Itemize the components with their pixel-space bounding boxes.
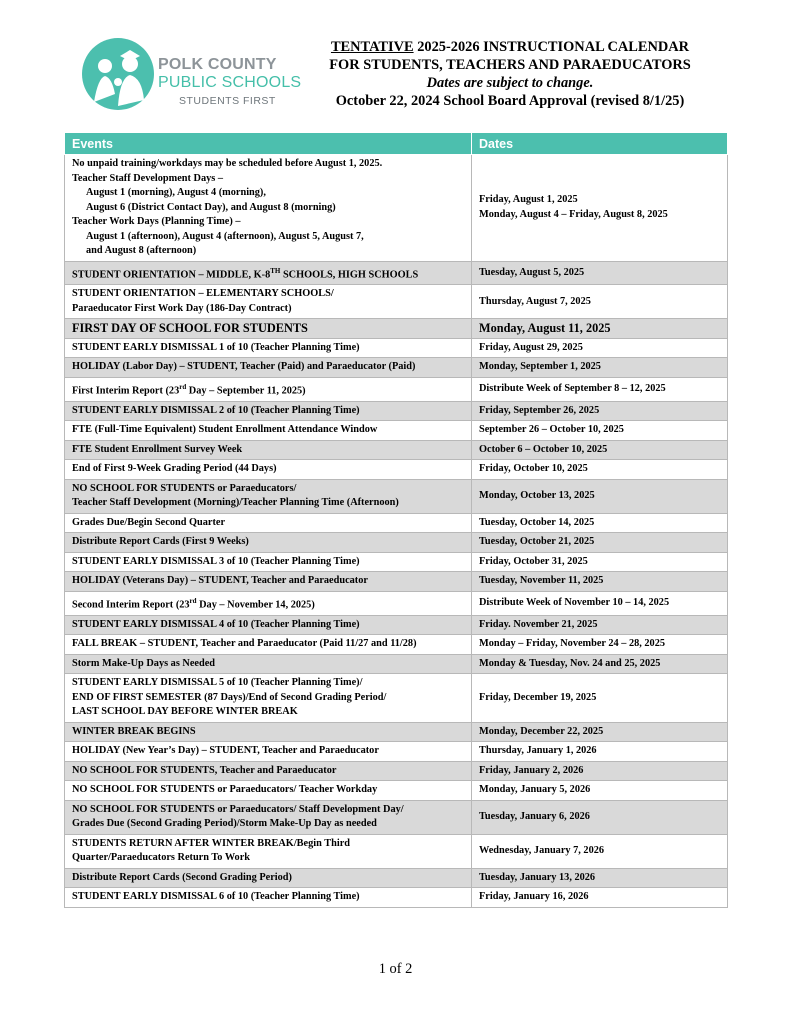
date-cell xyxy=(472,552,728,572)
tentative-label: TENTATIVE xyxy=(330,39,414,55)
event-line: No unpaid training/workdays may be scheduled before August 1, 2025. xyxy=(72,158,383,169)
table-row xyxy=(65,421,728,441)
event-line: STUDENT EARLY DISMISSAL 5 of 10 (Teacher Planning Time)/ xyxy=(72,677,363,689)
event-line: STUDENT EARLY DISMISSAL 2 of 10 (Teacher Planning Time) xyxy=(72,404,360,416)
table-row xyxy=(65,377,728,401)
date-line: Friday. November 21, 2025 xyxy=(479,618,598,630)
event-cell xyxy=(65,722,472,742)
event-cell xyxy=(65,742,472,762)
event-cell xyxy=(65,479,472,513)
table-row xyxy=(65,572,728,592)
event-cell xyxy=(65,377,472,401)
event-cell xyxy=(65,654,472,674)
subtitle: Dates are subject to change. xyxy=(426,75,594,91)
table-row xyxy=(65,155,728,262)
document-header xyxy=(300,38,720,110)
table-row xyxy=(65,479,728,513)
event-cell xyxy=(65,319,472,339)
title-rest: 2025-2026 INSTRUCTIONAL CALENDAR xyxy=(413,39,690,55)
approval-line: October 22, 2024 School Board Approval (revised 8/1/25) xyxy=(335,93,685,109)
date-cell xyxy=(472,440,728,460)
date-cell xyxy=(472,401,728,421)
event-cell xyxy=(65,761,472,781)
page-number: 1 of 2 xyxy=(378,961,413,977)
event-line: NO SCHOOL FOR STUDENTS or Paraeducators/ Staff Development Day/ xyxy=(72,803,404,815)
logo-text-county: POLK COUNTY xyxy=(158,56,277,73)
date-line: Monday, August 11, 2025 xyxy=(479,321,611,336)
event-line: STUDENT ORIENTATION – ELEMENTARY SCHOOLS/ xyxy=(72,288,334,300)
table-row xyxy=(65,635,728,655)
date-cell xyxy=(472,338,728,358)
event-cell xyxy=(65,834,472,868)
date-cell xyxy=(472,834,728,868)
date-cell xyxy=(472,572,728,592)
date-cell xyxy=(472,654,728,674)
date-cell xyxy=(472,513,728,533)
event-line: FTE Student Enrollment Survey Week xyxy=(72,443,243,455)
event-line: Grades Due/Begin Second Quarter xyxy=(72,516,226,528)
event-cell xyxy=(65,401,472,421)
event-cell xyxy=(65,513,472,533)
date-line: Tuesday, November 11, 2025 xyxy=(479,575,604,587)
event-line: STUDENT EARLY DISMISSAL 3 of 10 (Teacher Planning Time) xyxy=(72,555,360,567)
date-line: Monday, December 22, 2025 xyxy=(479,725,604,737)
column-header-dates: Dates xyxy=(472,133,728,155)
title-line-2: FOR STUDENTS, TEACHERS AND PARAEDUCATORS xyxy=(329,57,691,73)
table-row xyxy=(65,513,728,533)
event-cell xyxy=(65,888,472,908)
event-line: August 6 (District Contact Day), and August 8 (morning) xyxy=(86,201,336,213)
table-row xyxy=(65,800,728,834)
event-line: Second Interim Report (23rd Day – November 14, 2025) xyxy=(72,596,315,611)
table-row xyxy=(65,781,728,801)
event-cell xyxy=(65,533,472,553)
event-line: STUDENT EARLY DISMISSAL 4 of 10 (Teacher Planning Time) xyxy=(72,618,360,630)
event-line: Grades Due (Second Grading Period)/Storm Make-Up Day as needed xyxy=(72,818,377,830)
event-line: Distribute Report Cards (First 9 Weeks) xyxy=(72,536,249,548)
table-row xyxy=(65,591,728,615)
date-line: Friday, August 1, 2025 xyxy=(479,194,578,206)
logo-text-schools: PUBLIC SCHOOLS xyxy=(158,74,302,91)
date-line: Thursday, January 1, 2026 xyxy=(479,745,597,757)
table-row xyxy=(65,285,728,319)
event-line: HOLIDAY (New Year’s Day) – STUDENT, Teacher and Paraeducator xyxy=(72,745,379,757)
date-line: Friday, September 26, 2025 xyxy=(479,404,600,416)
event-line: Quarter/Paraeducators Return To Work xyxy=(72,852,250,864)
date-cell xyxy=(472,319,728,339)
event-line: End of First 9-Week Grading Period (44 Days) xyxy=(72,463,277,475)
table-row xyxy=(65,460,728,480)
date-line: Monday, January 5, 2026 xyxy=(479,784,591,796)
table-row xyxy=(65,742,728,762)
table-row xyxy=(65,319,728,339)
date-line: Friday, August 29, 2025 xyxy=(479,341,583,353)
date-cell xyxy=(472,285,728,319)
date-line: Distribute Week of September 8 – 12, 2025 xyxy=(479,383,666,395)
event-cell xyxy=(65,460,472,480)
date-cell xyxy=(472,615,728,635)
event-line: HOLIDAY (Labor Day) – STUDENT, Teacher (Paid) and Paraeducator (Paid) xyxy=(72,361,416,373)
date-line: September 26 – October 10, 2025 xyxy=(479,424,624,436)
title-line-1 xyxy=(300,38,720,56)
date-cell xyxy=(472,722,728,742)
event-cell xyxy=(65,338,472,358)
event-cell xyxy=(65,572,472,592)
event-line: NO SCHOOL FOR STUDENTS or Paraeducators/ xyxy=(72,482,297,494)
date-line: Friday, January 16, 2026 xyxy=(479,891,589,903)
event-cell xyxy=(65,285,472,319)
event-line: Teacher Work Days (Planning Time) – xyxy=(72,216,241,227)
event-line: FTE (Full-Time Equivalent) Student Enrollment Attendance Window xyxy=(72,424,378,436)
event-cell xyxy=(65,674,472,723)
date-line: Monday, August 4 – Friday, August 8, 2025 xyxy=(479,208,668,220)
event-line: Distribute Report Cards (Second Grading Period) xyxy=(72,871,292,883)
table-body xyxy=(65,155,728,908)
logo-emblem-icon xyxy=(80,36,158,114)
event-line: and August 8 (afternoon) xyxy=(86,245,197,256)
event-line: Teacher Staff Development Days – xyxy=(72,172,224,184)
date-line: Monday, October 13, 2025 xyxy=(479,490,595,502)
column-header-events: Events xyxy=(65,133,472,155)
table-row xyxy=(65,868,728,888)
date-cell xyxy=(472,868,728,888)
date-line: Monday, September 1, 2025 xyxy=(479,361,601,373)
table-row xyxy=(65,440,728,460)
event-line: August 1 (morning), August 4 (morning), xyxy=(86,187,266,198)
table-row xyxy=(65,552,728,572)
district-logo xyxy=(80,36,302,114)
date-cell xyxy=(472,377,728,401)
event-cell xyxy=(65,358,472,378)
date-cell xyxy=(472,674,728,723)
date-line: Wednesday, January 7, 2026 xyxy=(479,845,605,857)
table-row xyxy=(65,261,728,285)
table-row xyxy=(65,674,728,723)
date-line: Monday & Tuesday, Nov. 24 and 25, 2025 xyxy=(479,657,661,669)
event-line: Paraeducator First Work Day (186-Day Contract) xyxy=(72,302,292,314)
date-cell xyxy=(472,261,728,285)
event-line: August 1 (afternoon), August 4 (afternoon), August 5, August 7, xyxy=(86,230,364,242)
event-line: FIRST DAY OF SCHOOL FOR STUDENTS xyxy=(72,321,308,336)
table-row xyxy=(65,533,728,553)
date-line: Distribute Week of November 10 – 14, 2025 xyxy=(479,597,670,609)
table-row xyxy=(65,654,728,674)
date-line: Tuesday, January 13, 2026 xyxy=(479,871,596,883)
event-line: Storm Make-Up Days as Needed xyxy=(72,657,215,669)
event-line: WINTER BREAK BEGINS xyxy=(72,725,196,737)
date-cell xyxy=(472,635,728,655)
event-line: STUDENT ORIENTATION – MIDDLE, K-8TH SCHOOLS, HIGH SCHOOLS xyxy=(72,266,419,280)
date-line: Friday, December 19, 2025 xyxy=(479,691,597,703)
event-line: NO SCHOOL FOR STUDENTS or Paraeducators/ Teacher Workday xyxy=(72,784,378,796)
date-cell xyxy=(472,888,728,908)
event-cell xyxy=(65,552,472,572)
event-line: STUDENT EARLY DISMISSAL 1 of 10 (Teacher Planning Time) xyxy=(72,341,360,353)
event-line: HOLIDAY (Veterans Day) – STUDENT, Teacher and Paraeducator xyxy=(72,575,368,587)
date-line: Tuesday, October 21, 2025 xyxy=(479,536,595,548)
date-cell xyxy=(472,591,728,615)
event-cell xyxy=(65,155,472,262)
event-line: LAST SCHOOL DAY BEFORE WINTER BREAK xyxy=(72,706,298,718)
event-cell xyxy=(65,800,472,834)
event-cell xyxy=(65,635,472,655)
date-cell xyxy=(472,533,728,553)
event-cell xyxy=(65,781,472,801)
calendar-table xyxy=(64,132,728,908)
date-cell xyxy=(472,761,728,781)
table-row xyxy=(65,761,728,781)
table-row xyxy=(65,401,728,421)
table-row xyxy=(65,615,728,635)
event-cell xyxy=(65,261,472,285)
date-cell xyxy=(472,358,728,378)
event-cell xyxy=(65,421,472,441)
table-row xyxy=(65,358,728,378)
event-cell xyxy=(65,591,472,615)
event-line: FALL BREAK – STUDENT, Teacher and Paraeducator (Paid 11/27 and 11/28) xyxy=(72,638,417,650)
event-line: First Interim Report (23rd Day – September 11, 2025) xyxy=(72,382,306,397)
event-line: NO SCHOOL FOR STUDENTS, Teacher and Paraeducator xyxy=(72,764,337,776)
table-header-row xyxy=(65,133,728,155)
date-line: Friday, October 31, 2025 xyxy=(479,555,588,567)
date-cell xyxy=(472,155,728,262)
event-line: STUDENT EARLY DISMISSAL 6 of 10 (Teacher Planning Time) xyxy=(72,891,360,903)
date-line: October 6 – October 10, 2025 xyxy=(479,443,608,455)
table-row xyxy=(65,834,728,868)
date-line: Tuesday, October 14, 2025 xyxy=(479,516,595,528)
event-line: END OF FIRST SEMESTER (87 Days)/End of Second Grading Period/ xyxy=(72,691,387,703)
date-line: Friday, October 10, 2025 xyxy=(479,463,588,475)
event-line: Teacher Staff Development (Morning)/Teacher Planning Time (Afternoon) xyxy=(72,497,399,509)
date-cell xyxy=(472,460,728,480)
date-line: Monday – Friday, November 24 – 28, 2025 xyxy=(479,638,666,650)
event-cell xyxy=(65,615,472,635)
table-row xyxy=(65,722,728,742)
date-line: Friday, January 2, 2026 xyxy=(479,764,584,776)
logo-tagline: STUDENTS FIRST xyxy=(179,95,276,107)
table-row xyxy=(65,888,728,908)
date-cell xyxy=(472,781,728,801)
event-cell xyxy=(65,440,472,460)
table-row xyxy=(65,338,728,358)
date-cell xyxy=(472,479,728,513)
date-line: Thursday, August 7, 2025 xyxy=(479,295,591,307)
event-cell xyxy=(65,868,472,888)
date-cell xyxy=(472,742,728,762)
date-cell xyxy=(472,800,728,834)
date-cell xyxy=(472,421,728,441)
date-line: Tuesday, August 5, 2025 xyxy=(479,266,585,278)
event-line: STUDENTS RETURN AFTER WINTER BREAK/Begin Third xyxy=(72,837,350,849)
date-line: Tuesday, January 6, 2026 xyxy=(479,811,590,823)
